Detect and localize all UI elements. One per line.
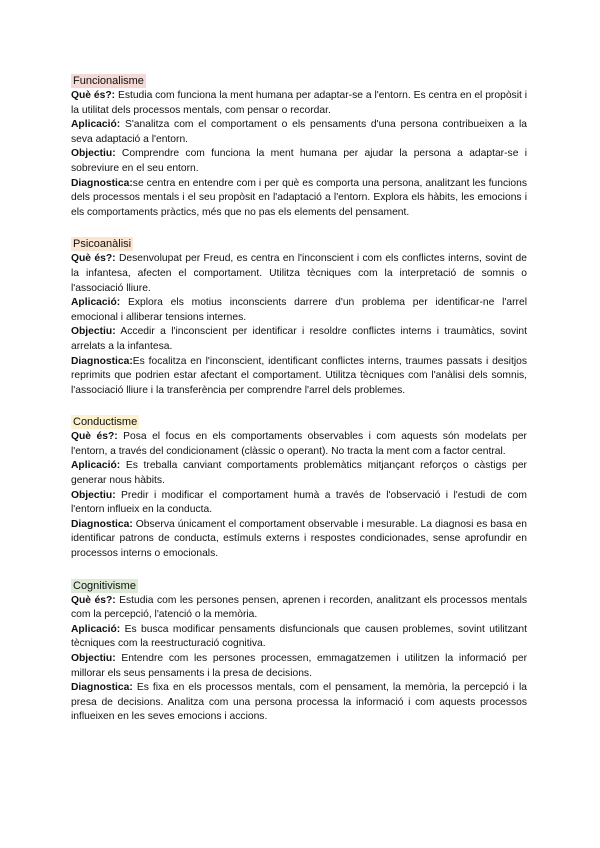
section-heading: Cognitivisme — [73, 579, 136, 592]
paragraph-objectiu: Objectiu: Accedir a l'inconscient per identificar i resoldre conflictes interns i traumàtics, sovint arrelats a la infantesa. — [71, 326, 527, 352]
section-heading: Funcionalisme — [73, 75, 144, 87]
paragraph-diagnostica: Diagnostica: Es fixa en els processos mentals, com el pensament, la memòria, la percepció i la presa de decisions. Analitza com una persona processa la informació i com aquests processos influeixen en les seves emocions i accions. — [71, 682, 527, 723]
paragraph-diagnostica: Diagnostica:se centra en entendre com i per què es comporta una persona, analitzant les funcions dels processos mentals i el seu propòsit en l'adaptació a l'entorn. Explora els hàbits, les emocions i els comportaments pràctics, més que no pas els elements del pensament. — [71, 177, 527, 218]
section-conductisme — [71, 412, 527, 561]
paragraph-objectiu: Objectiu: Predir i modificar el comportament humà a través de l'observació i l'estudi de com l'entorn influeix en la conducta. — [71, 489, 527, 516]
paragraph-que-es: Què és?: Estudia com les persones pensen, aprenen i recorden, analitzant els processos mentals com la percepció, l'atenció o la memòria. — [71, 594, 528, 621]
paragraph-diagnostica: Diagnostica: Observa únicament el comportament observable i mesurable. La diagnosi es basa en identificar patrons de conducta, estímuls externs i respostes condicionades, sense aprofundir en processos interns o emocionals. — [71, 518, 527, 560]
paragraph-diagnostica: Diagnostica:Es focalitza en l'inconscient, identificant conflictes interns, traumes passats i desitjos reprimits que podrien estar afectant el comportament. Utilitza tècniques com l'anàlisi dels somnis, l'associació lliure i la transferència per comprendre l'arrel dels problemes. — [71, 355, 527, 396]
paragraph-que-es: Què és?: Posa el focus en els comportaments observables i com aquests són modelats per l'entorn, a través del condicionament (clàssic o operant). No tracta la ment com a factor central. — [71, 431, 527, 457]
paragraph-que-es: Què és?: Desenvolupat per Freud, es centra en l'inconscient i com els conflictes interns, sovint de la infantesa, afecten el comportament. Utilitza tècniques com la interpretació de somnis o l'associació lliure. — [71, 253, 527, 294]
document-page — [71, 71, 527, 739]
section-heading: Conductisme — [73, 416, 138, 429]
paragraph-objectiu: Objectiu: Entendre com les persones processen, emmagatzemen i utilitzen la informació per millorar els seus pensaments i la presa de decisions. — [71, 653, 527, 679]
paragraph-aplicacio: Aplicació: Es busca modificar pensaments disfuncionals que causen problemes, sovint utilitzant tècniques com la reestructuració cognitiva. — [71, 623, 527, 650]
section-funcionalisme — [71, 71, 527, 220]
paragraph-aplicacio: Aplicació: Explora els motius inconscients darrere d'un problema per identificar-ne l'arrel emocional i alliberar tensions internes. — [71, 297, 527, 323]
paragraph-que-es: Què és?: Estudia com funciona la ment humana per adaptar-se a l'entorn. Es centra en el propòsit i la utilitat dels processos mentals, com pensar o recordar. — [71, 90, 527, 116]
section-psicoanalisi — [71, 234, 527, 398]
paragraph-objectiu: Objectiu: Comprendre com funciona la ment humana per ajudar la persona a adaptar-se i sobreviure en el seu entorn. — [71, 148, 527, 174]
paragraph-aplicacio: Aplicació: S'analitza com el comportament o els pensaments d'una persona contribueixen a la seva adaptació a l'entorn. — [71, 119, 527, 145]
paragraph-aplicacio: Aplicació: Es treballa canviant comportaments problemàtics mitjançant reforços o càstigs per generar nous hàbits. — [71, 460, 527, 487]
section-cognitivisme — [71, 576, 527, 725]
section-heading: Psicoanàlisi — [73, 238, 132, 251]
